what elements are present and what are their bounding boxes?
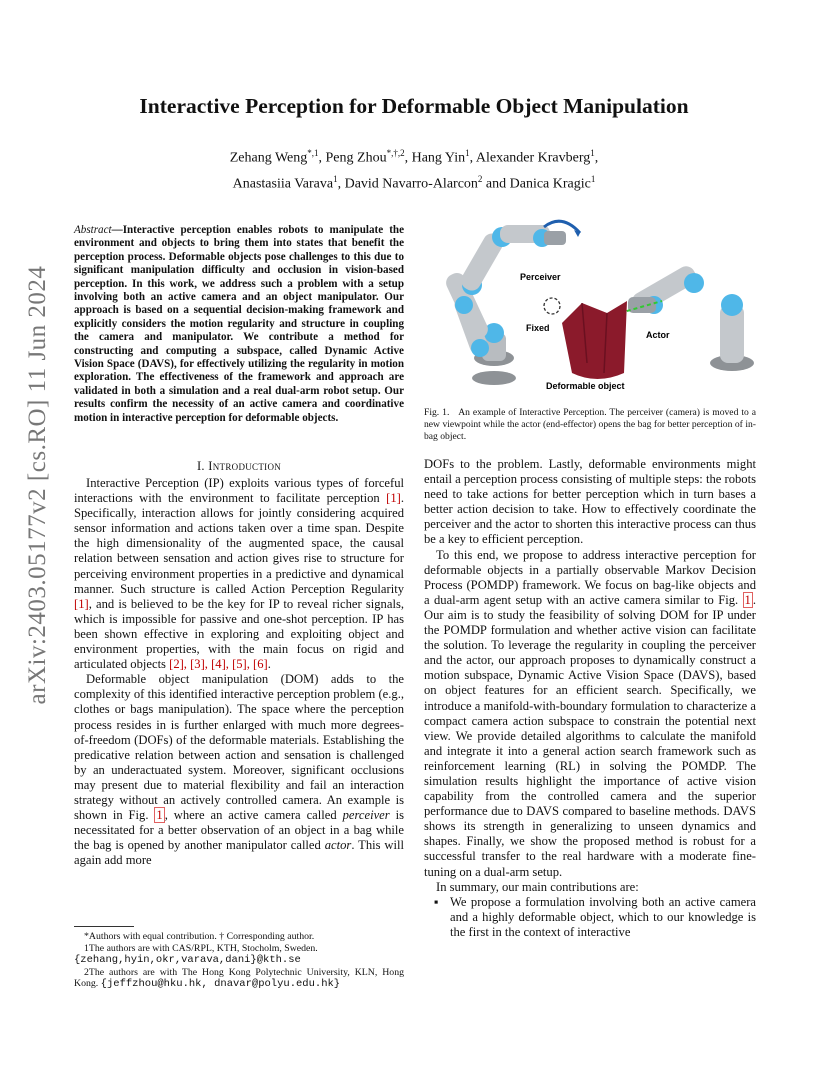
figure-1-illustration — [432, 213, 772, 398]
author-separator: , — [318, 150, 326, 166]
author-affiliation: 1 — [590, 148, 595, 158]
intro-paragraph-3 — [424, 548, 756, 880]
section-number: I. — [196, 459, 205, 473]
author-name: Alexander Kravberg — [475, 150, 591, 166]
abstract — [74, 224, 404, 425]
text-run: , and is believed to be the key for IP to reveal richer signals, which is impossible for passive and one-shot perception. IP has been shown effective in exploring and exploiting object and environment properties, with the main focus on rigid and articulated objects — [74, 596, 404, 672]
footnote-emails-1 — [74, 954, 404, 967]
term-perceiver: perceiver — [342, 808, 390, 823]
text-run: We propose a formulation involving both an active camera and a highly deformable object, which to our knowledge is the first in the context of interactive — [450, 894, 756, 939]
bullet-marker: ▪ — [434, 894, 439, 909]
introduction-left-column — [74, 476, 404, 868]
author-line-2 — [130, 169, 698, 195]
intro-paragraph-1 — [74, 476, 404, 672]
section-heading-introduction — [74, 459, 404, 474]
author-separator: , — [469, 150, 476, 166]
email-list: {zehang,hyin,okr,varava,dani}@kth.se — [74, 954, 301, 967]
contribution-bullet-1 — [424, 895, 756, 940]
paper-title: Interactive Perception for Deformable Object Manipulation — [139, 94, 689, 118]
footnote-affiliation-1: 1The authors are with CAS/RPL, KTH, Stocholm, Sweden. — [84, 942, 318, 954]
footnote-rule — [74, 926, 134, 927]
author-separator: , — [337, 176, 345, 192]
citation-link[interactable]: [2], [3], [4], [5], [6] — [169, 657, 268, 672]
text-run: . Specifically, interaction allows for jointly considering acquired sensor information and actions taken over a time span. Despite the high dimensionality of the augmented space, the causal relation between sensation and action gives rise to structure for perceiving environment properties in a predictive and dynamical manner. Such structure is called Action Perception Regularity — [74, 491, 404, 596]
author-affiliation: *,1 — [307, 148, 319, 158]
introduction-right-column — [424, 457, 756, 940]
author-name: Peng Zhou — [325, 150, 387, 166]
section-title: Introduction — [208, 459, 282, 473]
author-affiliation: *,†,2 — [386, 148, 405, 158]
term-actor: actor — [324, 838, 352, 853]
footnotes — [74, 924, 404, 991]
author-name: Hang Yin — [411, 150, 466, 166]
author-affiliation: 2 — [477, 173, 483, 184]
author-separator: , — [594, 150, 599, 166]
author-affiliation: 1 — [333, 173, 338, 184]
text-run: Interactive Perception (IP) exploits various types of forceful interactions with the environment to facilitate perception — [74, 476, 404, 506]
author-separator: , — [404, 150, 412, 166]
abstract-dash: — — [111, 224, 123, 236]
figure-1-caption — [424, 407, 756, 443]
author-name: Zehang Weng — [229, 150, 308, 166]
label-perceiver: Perceiver — [520, 272, 561, 282]
text-run: Deformable object manipulation (DOM) adds to the complexity of this identified interactive perception problem (e.g., clothes or bags manipulation). The space where the perception process resides in is further enlarged with much more degrees-of-freedom (DOFs) of the deformable materials. Establishing the predicative relation between action and sensation is challenged by an underactuated system. Moreover, significant occlusions may present due to material flexibility and fail an interaction strategy without an actively controlled camera. An example is shown in Fig. — [74, 672, 404, 823]
author-affiliation: 1 — [465, 148, 470, 158]
abstract-text: Interactive perception enables robots to manipulate the environment and objects to bring them into states that benefit the perception process. Deformable objects pose challenges to this due to significant manipulation difficulty and occlusion in vision-based perception. In this work, we address such a problem with a setup involving both an active camera and an object manipulator. Our approach is based on a sequential decision-making framework and explicitly considers the motion regularity and structure in coupling the camera and manipulator. We contribute a method for constructing and computing a subspace, called Dynamic Active Vision Space (DAVS), for effectively utilizing the regularity in motion exploration. The effectiveness of the framework and approach are validated in both a simulation and a real dual-arm robot setup. Our results confirm the necessity of an active camera and coordinative motion in interactive perception for deformable objects. — [74, 224, 404, 424]
arxiv-sidebar-stamp — [18, 265, 58, 705]
intro-paragraph-4: In summary, our main contributions are: — [436, 879, 639, 894]
text-run: . Our aim is to study the feasibility of solving DOM for IP under the POMDP formulation and whether active vision can facilitate the solution. To leverage the regularity in coupling the perceiver and the actor, our approach proposes to dynamically construct a motion subspace, Dynamic Active Vision Space (DAVS), based on object features for an efficient search. Specifically, we introduce a manifold-with-boundary formulation to characterize a compact camera action subspace to constrain the potential next view. We provide detailed algorithms to calculate the manifold and integrate it into a general action search framework such as reinforcement learning (RL) in solving the POMDP. The simulation results highlight the importance of active vision capability from the controlled camera and the superior performance due to DAVS compared to baseline methods. DAVS shows its strength in generalizing to unseen dynamics and shapes. Finally, we show the proposed method is robust for a successful transfer to the real hardware with a moderate fine-tuning on a dual-arm setup. — [424, 592, 756, 879]
figure-reference-link[interactable]: 1 — [156, 808, 163, 823]
figure-reference-link[interactable]: 1 — [744, 592, 751, 607]
footnote-affiliation-2 — [74, 967, 404, 991]
label-actor: Actor — [646, 330, 670, 340]
author-name: Danica Kragic — [509, 176, 591, 192]
author-name: David Navarro-Alarcon — [344, 176, 478, 192]
label-deformable-object: Deformable object — [546, 381, 625, 391]
arxiv-identifier: arXiv:2403.05177v2 [cs.RO] 11 Jun 2024 — [24, 265, 51, 705]
text-run: To this end, we propose to address interactive perception for deformable objects in a partially observable Markov Decision Process (POMDP) framework. We focus on bag-like objects and a dual-arm agent setup with an active camera similar to Fig. — [424, 547, 756, 607]
abstract-label: Abstract — [74, 224, 112, 236]
citation-link[interactable]: [1] — [386, 491, 401, 506]
author-list — [130, 143, 698, 194]
intro-paragraph-continued: DOFs to the problem. Lastly, deformable environments might entail a perception process consisting of multiple steps: the robots need to take actions for better perception which in turn bases a better action decision to take. How to effectively coordinate the perceiver and the actor to shorten this interactive process can thus be a key to efficient perception. — [424, 457, 756, 547]
author-line-1 — [130, 143, 698, 169]
author-separator: and — [482, 176, 510, 192]
text-run: , where an active camera called — [164, 808, 343, 823]
author-name: Anastasiia Varava — [232, 176, 334, 192]
caption-text: An example of Interactive Perception. The perceiver (camera) is moved to a new viewpoint while the actor (end-effector) opens the bag for better perception of in-bag object. — [424, 407, 756, 442]
text-run: . This will again add more — [74, 838, 404, 868]
text-run: . — [267, 657, 271, 672]
intro-paragraph-2 — [74, 672, 404, 868]
caption-label: Fig. 1. — [424, 407, 450, 418]
label-fixed: Fixed — [526, 323, 550, 333]
text-run: 2The authors are with The Hong Kong Polytechnic University, KLN, Hong Kong. — [74, 966, 404, 990]
footnote-equal-contribution: *Authors with equal contribution. † Corresponding author. — [84, 931, 315, 942]
email-list: {jeffzhou@hku.hk, dnavar@polyu.edu.hk} — [100, 978, 341, 991]
text-run: is necessitated for a better observation of an object in a bag while the bag is opened by another manipulator called — [74, 808, 405, 853]
citation-link[interactable]: [1] — [74, 596, 89, 611]
author-affiliation: 1 — [590, 173, 596, 184]
